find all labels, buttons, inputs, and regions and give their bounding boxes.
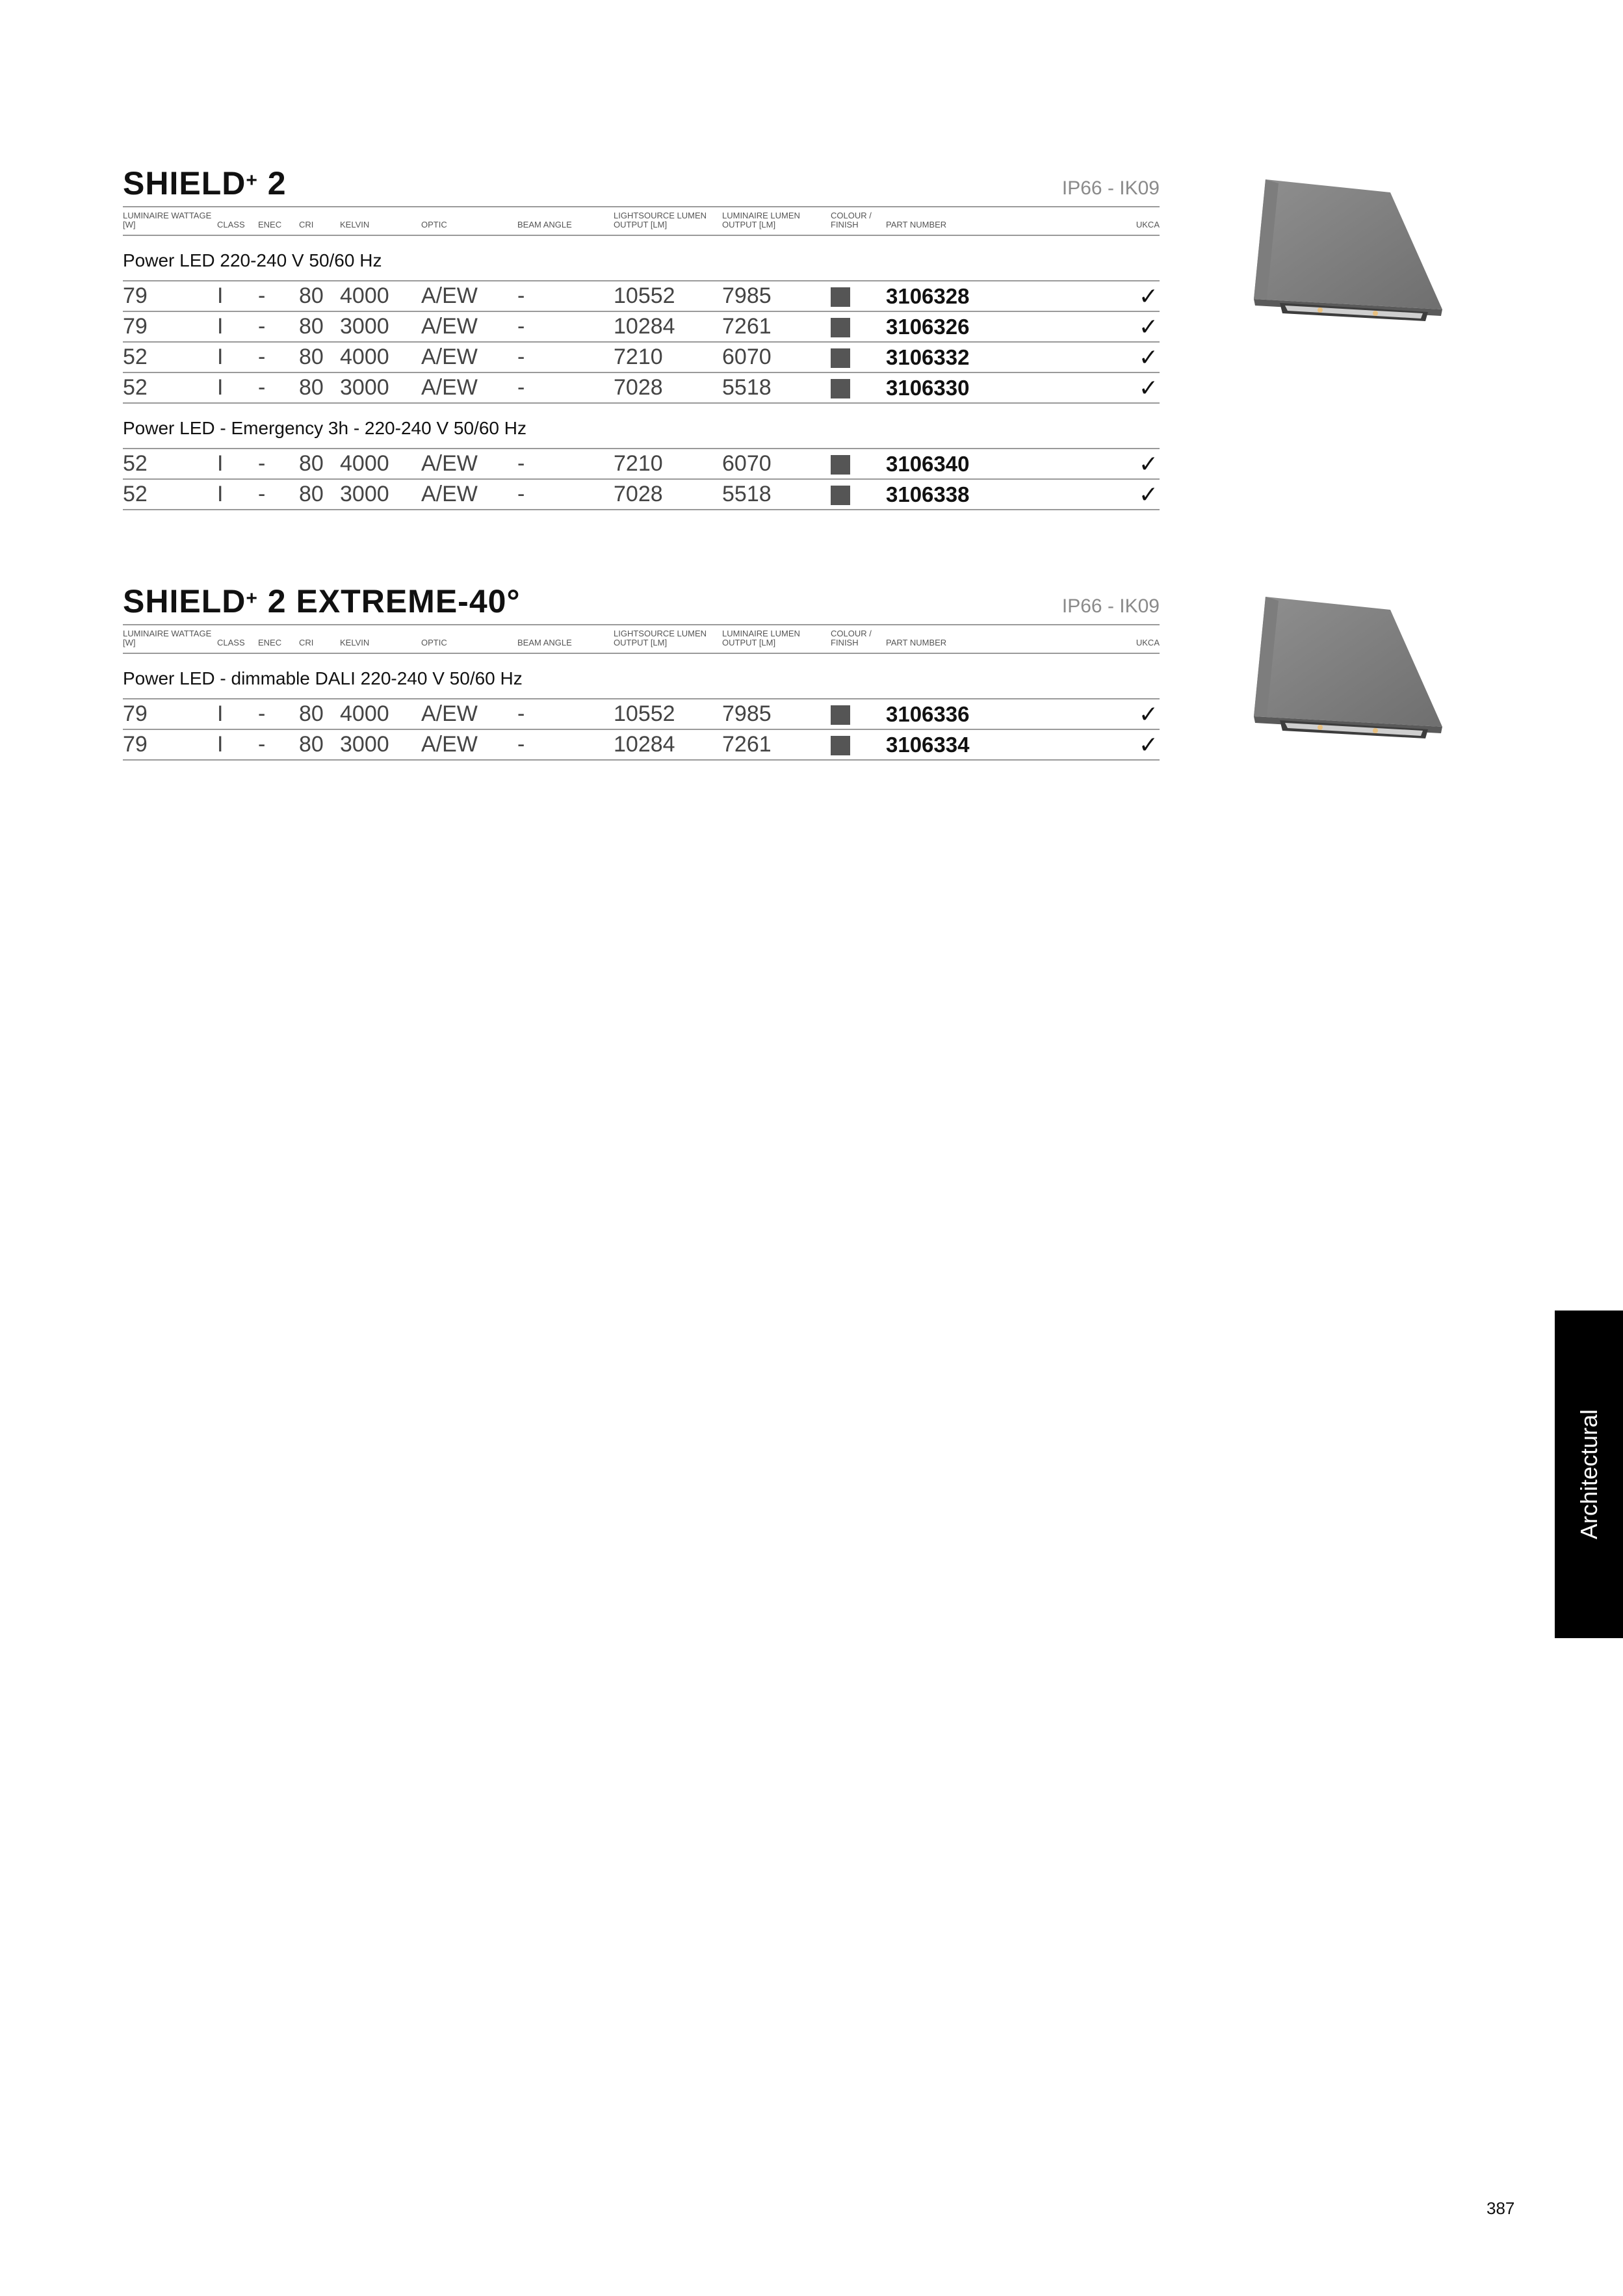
- header-wattage: LUMINAIRE WATTAGE [W]: [123, 625, 217, 653]
- cell-class: I: [217, 311, 258, 342]
- cell-class: I: [217, 699, 258, 729]
- finish-swatch: [831, 379, 850, 398]
- table-row: [123, 281, 1160, 311]
- header-enec: ENEC: [258, 625, 299, 653]
- cell-finish: [831, 449, 886, 479]
- title-main: SHIELD: [123, 165, 246, 202]
- cell-part-number: 3106326: [886, 311, 1016, 342]
- spec-table: [123, 207, 1160, 510]
- cell-lightsource-lumen: 10284: [614, 729, 722, 760]
- group-label: Power LED - Emergency 3h - 220-240 V 50/60 Hz: [123, 403, 1160, 449]
- cell-wattage: 52: [123, 449, 217, 479]
- header-ukca: UKCA: [1016, 625, 1160, 653]
- title-rest: 2 EXTREME-40°: [257, 583, 521, 620]
- cell-cri: 80: [299, 699, 340, 729]
- cell-lightsource-lumen: 7210: [614, 449, 722, 479]
- cell-kelvin: 4000: [340, 699, 421, 729]
- table-row: [123, 449, 1160, 479]
- cell-lightsource-lumen: 7210: [614, 342, 722, 372]
- header-luminaire-lumen: LUMINAIRE LUMEN OUTPUT [LM]: [722, 207, 831, 235]
- title-main: SHIELD: [123, 583, 246, 620]
- cell-finish: [831, 479, 886, 510]
- cell-optic: A/EW: [421, 372, 517, 403]
- title-rest: 2: [257, 165, 287, 202]
- ukca-check-icon: ✓: [1016, 449, 1160, 479]
- cell-beam-angle: -: [517, 449, 614, 479]
- page-number: 387: [1487, 2198, 1515, 2218]
- cell-optic: A/EW: [421, 342, 517, 372]
- side-tab-label: Architectural: [1575, 1409, 1602, 1540]
- cell-beam-angle: -: [517, 699, 614, 729]
- cell-part-number: 3106336: [886, 699, 1016, 729]
- cell-cri: 80: [299, 281, 340, 311]
- cell-enec: -: [258, 342, 299, 372]
- wall-luminaire-product-image: [1249, 593, 1444, 762]
- header-luminaire-lumen: LUMINAIRE LUMEN OUTPUT [LM]: [722, 625, 831, 653]
- header-enec: ENEC: [258, 207, 299, 235]
- header-kelvin: KELVIN: [340, 625, 421, 653]
- cell-cri: 80: [299, 479, 340, 510]
- cell-finish: [831, 342, 886, 372]
- cell-luminaire-lumen: 5518: [722, 479, 831, 510]
- cell-part-number: 3106340: [886, 449, 1016, 479]
- cell-enec: -: [258, 311, 299, 342]
- cell-finish: [831, 281, 886, 311]
- header-class: CLASS: [217, 625, 258, 653]
- cell-lightsource-lumen: 7028: [614, 479, 722, 510]
- cell-kelvin: 3000: [340, 372, 421, 403]
- product-title: [123, 582, 520, 620]
- ukca-check-icon: ✓: [1016, 729, 1160, 760]
- group-row: [123, 403, 1160, 449]
- cell-enec: -: [258, 372, 299, 403]
- section-side-tab: [1555, 1311, 1623, 1638]
- table-header-row: [123, 207, 1160, 235]
- title-plus: +: [246, 170, 258, 191]
- finish-swatch: [831, 705, 850, 725]
- cell-luminaire-lumen: 7985: [722, 699, 831, 729]
- header-lightsource-lumen: LIGHTSOURCE LUMEN OUTPUT [LM]: [614, 207, 722, 235]
- cell-enec: -: [258, 449, 299, 479]
- group-row: [123, 235, 1160, 281]
- cell-optic: A/EW: [421, 729, 517, 760]
- header-optic: OPTIC: [421, 625, 517, 653]
- header-wattage: LUMINAIRE WATTAGE [W]: [123, 207, 217, 235]
- cell-lightsource-lumen: 10552: [614, 281, 722, 311]
- cell-cri: 80: [299, 729, 340, 760]
- cell-part-number: 3106330: [886, 372, 1016, 403]
- header-part-number: PART NUMBER: [886, 625, 1016, 653]
- cell-beam-angle: -: [517, 479, 614, 510]
- cell-kelvin: 3000: [340, 729, 421, 760]
- cell-finish: [831, 372, 886, 403]
- ukca-check-icon: ✓: [1016, 281, 1160, 311]
- cell-kelvin: 3000: [340, 311, 421, 342]
- table-row: [123, 311, 1160, 342]
- finish-swatch: [831, 486, 850, 505]
- cell-finish: [831, 311, 886, 342]
- cell-finish: [831, 699, 886, 729]
- cell-class: I: [217, 449, 258, 479]
- cell-kelvin: 4000: [340, 281, 421, 311]
- cell-beam-angle: -: [517, 281, 614, 311]
- cell-luminaire-lumen: 7261: [722, 729, 831, 760]
- cell-class: I: [217, 281, 258, 311]
- header-lightsource-lumen: LIGHTSOURCE LUMEN OUTPUT [LM]: [614, 625, 722, 653]
- cell-part-number: 3106332: [886, 342, 1016, 372]
- cell-luminaire-lumen: 6070: [722, 342, 831, 372]
- cell-wattage: 52: [123, 479, 217, 510]
- table-row: [123, 342, 1160, 372]
- cell-lightsource-lumen: 7028: [614, 372, 722, 403]
- cell-wattage: 52: [123, 372, 217, 403]
- finish-swatch: [831, 287, 850, 307]
- product-section-shield-2: [123, 166, 1160, 510]
- cell-wattage: 79: [123, 281, 217, 311]
- header-colour-finish: COLOUR / FINISH: [831, 625, 886, 653]
- cell-luminaire-lumen: 7261: [722, 311, 831, 342]
- cell-enec: -: [258, 479, 299, 510]
- ukca-check-icon: ✓: [1016, 699, 1160, 729]
- wall-luminaire-product-image: [1249, 176, 1444, 345]
- cell-part-number: 3106338: [886, 479, 1016, 510]
- cell-beam-angle: -: [517, 311, 614, 342]
- cell-wattage: 79: [123, 729, 217, 760]
- cell-optic: A/EW: [421, 479, 517, 510]
- header-kelvin: KELVIN: [340, 207, 421, 235]
- group-row: [123, 653, 1160, 699]
- product-title: [123, 164, 287, 202]
- cell-class: I: [217, 729, 258, 760]
- ukca-check-icon: ✓: [1016, 342, 1160, 372]
- header-beam-angle: BEAM ANGLE: [517, 207, 614, 235]
- section-title-row: [123, 166, 1160, 207]
- table-row: [123, 372, 1160, 403]
- cell-lightsource-lumen: 10284: [614, 311, 722, 342]
- cell-wattage: 52: [123, 342, 217, 372]
- header-colour-finish: COLOUR / FINISH: [831, 207, 886, 235]
- cell-enec: -: [258, 729, 299, 760]
- finish-swatch: [831, 318, 850, 337]
- cell-kelvin: 4000: [340, 449, 421, 479]
- finish-swatch: [831, 348, 850, 368]
- cell-enec: -: [258, 281, 299, 311]
- spec-table: [123, 625, 1160, 761]
- header-optic: OPTIC: [421, 207, 517, 235]
- group-label: Power LED 220-240 V 50/60 Hz: [123, 235, 1160, 281]
- cell-class: I: [217, 372, 258, 403]
- product-section-shield-2-extreme: [123, 584, 1160, 761]
- wall-luminaire-icon: [1249, 176, 1444, 345]
- cell-optic: A/EW: [421, 281, 517, 311]
- ukca-check-icon: ✓: [1016, 479, 1160, 510]
- cell-finish: [831, 729, 886, 760]
- cell-optic: A/EW: [421, 699, 517, 729]
- cell-cri: 80: [299, 449, 340, 479]
- cell-beam-angle: -: [517, 729, 614, 760]
- cell-part-number: 3106328: [886, 281, 1016, 311]
- cell-class: I: [217, 342, 258, 372]
- cell-beam-angle: -: [517, 342, 614, 372]
- cell-cri: 80: [299, 372, 340, 403]
- title-plus: +: [246, 588, 258, 609]
- cell-luminaire-lumen: 6070: [722, 449, 831, 479]
- cell-kelvin: 3000: [340, 479, 421, 510]
- table-row: [123, 729, 1160, 760]
- cell-optic: A/EW: [421, 449, 517, 479]
- group-label: Power LED - dimmable DALI 220-240 V 50/60 Hz: [123, 653, 1160, 699]
- ip-ik-rating: IP66 - IK09: [1061, 177, 1160, 199]
- cell-wattage: 79: [123, 699, 217, 729]
- finish-swatch: [831, 455, 850, 475]
- section-title-row: [123, 584, 1160, 625]
- cell-luminaire-lumen: 5518: [722, 372, 831, 403]
- cell-wattage: 79: [123, 311, 217, 342]
- table-header-row: [123, 625, 1160, 653]
- header-beam-angle: BEAM ANGLE: [517, 625, 614, 653]
- cell-enec: -: [258, 699, 299, 729]
- table-row: [123, 699, 1160, 729]
- cell-kelvin: 4000: [340, 342, 421, 372]
- cell-beam-angle: -: [517, 372, 614, 403]
- cell-part-number: 3106334: [886, 729, 1016, 760]
- ip-ik-rating: IP66 - IK09: [1061, 595, 1160, 617]
- ukca-check-icon: ✓: [1016, 311, 1160, 342]
- cell-cri: 80: [299, 311, 340, 342]
- table-row: [123, 479, 1160, 510]
- header-ukca: UKCA: [1016, 207, 1160, 235]
- ukca-check-icon: ✓: [1016, 372, 1160, 403]
- header-cri: CRI: [299, 625, 340, 653]
- cell-luminaire-lumen: 7985: [722, 281, 831, 311]
- finish-swatch: [831, 736, 850, 755]
- header-cri: CRI: [299, 207, 340, 235]
- cell-class: I: [217, 479, 258, 510]
- cell-optic: A/EW: [421, 311, 517, 342]
- header-class: CLASS: [217, 207, 258, 235]
- cell-cri: 80: [299, 342, 340, 372]
- cell-lightsource-lumen: 10552: [614, 699, 722, 729]
- wall-luminaire-icon: [1249, 593, 1444, 762]
- header-part-number: PART NUMBER: [886, 207, 1016, 235]
